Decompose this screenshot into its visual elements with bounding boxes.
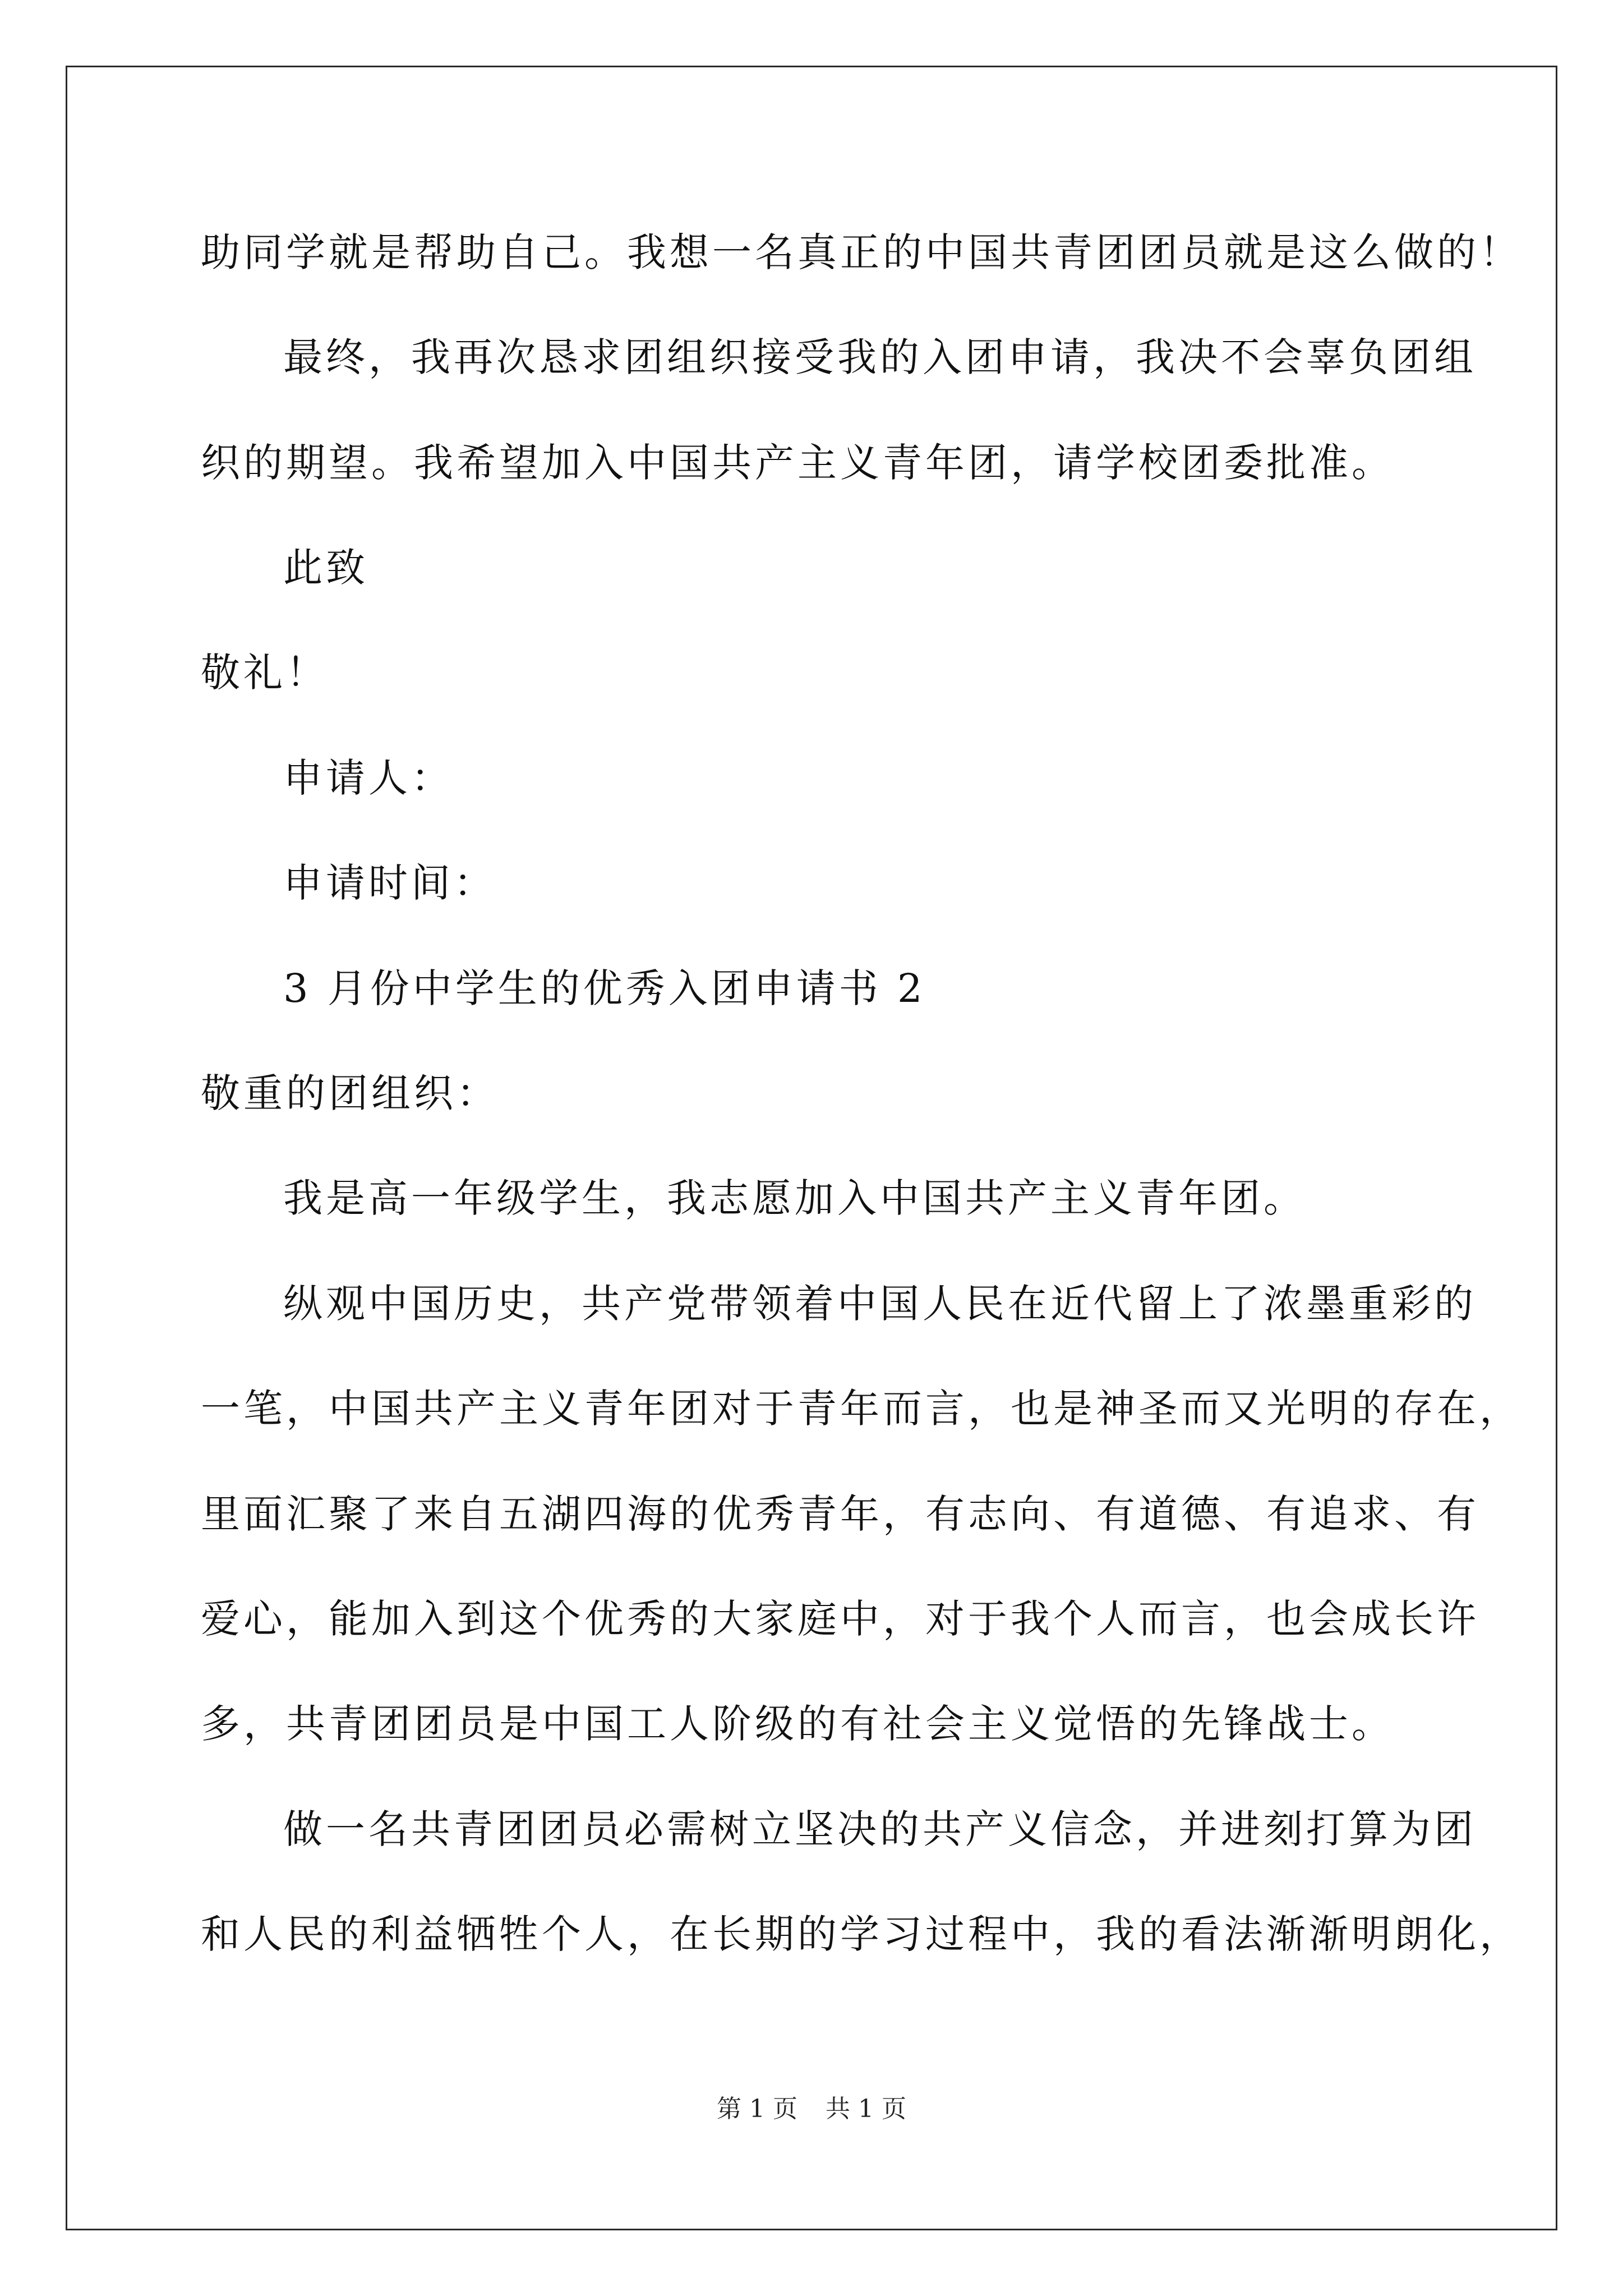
text-line-1: 助同学就是帮助自己。我想一名真正的中国共青团团员就是这么做的！ — [201, 229, 1522, 275]
text-line-3: 织的期望。我希望加入中国共产主义青年团，请学校团委批准。 — [201, 440, 1394, 486]
text-line-10: 我是高一年级学生，我志愿加入中国共产主义青年团。 — [283, 1175, 1306, 1221]
section-title: 3 月份中学生的优秀入团申请书 2 — [283, 965, 926, 1011]
text-line-17: 和人民的利益牺牲个人，在长期的学习过程中，我的看法渐渐明朗化， — [201, 1911, 1522, 1957]
text-line-12: 一笔，中国共产主义青年团对于青年而言，也是神圣而又光明的存在， — [201, 1386, 1522, 1432]
closing-ci-zhi: 此致 — [283, 545, 368, 591]
page-border — [66, 66, 1557, 2230]
application-date-label: 申请时间： — [283, 860, 496, 906]
text-line-13: 里面汇聚了来自五湖四海的优秀青年，有志向、有道德、有追求、有 — [201, 1491, 1479, 1537]
text-line-11: 纵观中国历史，共产党带领着中国人民在近代留上了浓墨重彩的 — [283, 1281, 1477, 1327]
applicant-label: 申请人： — [283, 755, 454, 801]
text-line-15: 多，共青团团员是中国工人阶级的有社会主义觉悟的先锋战士。 — [201, 1701, 1394, 1747]
closing-jing-li: 敬礼！ — [201, 650, 329, 696]
page-number-current: 第 1 页 — [717, 2095, 797, 2123]
salutation: 敬重的团组织： — [201, 1070, 499, 1116]
page-number-total: 共 1 页 — [826, 2095, 906, 2123]
text-line-2: 最终，我再次恳求团组织接受我的入团申请，我决不会辜负团组 — [283, 334, 1477, 380]
text-line-16: 做一名共青团团员必需树立坚决的共产义信念，并进刻打算为团 — [283, 1806, 1477, 1852]
page-footer — [0, 2092, 1623, 2126]
text-line-14: 爱心，能加入到这个优秀的大家庭中，对于我个人而言，也会成长许 — [201, 1596, 1479, 1642]
